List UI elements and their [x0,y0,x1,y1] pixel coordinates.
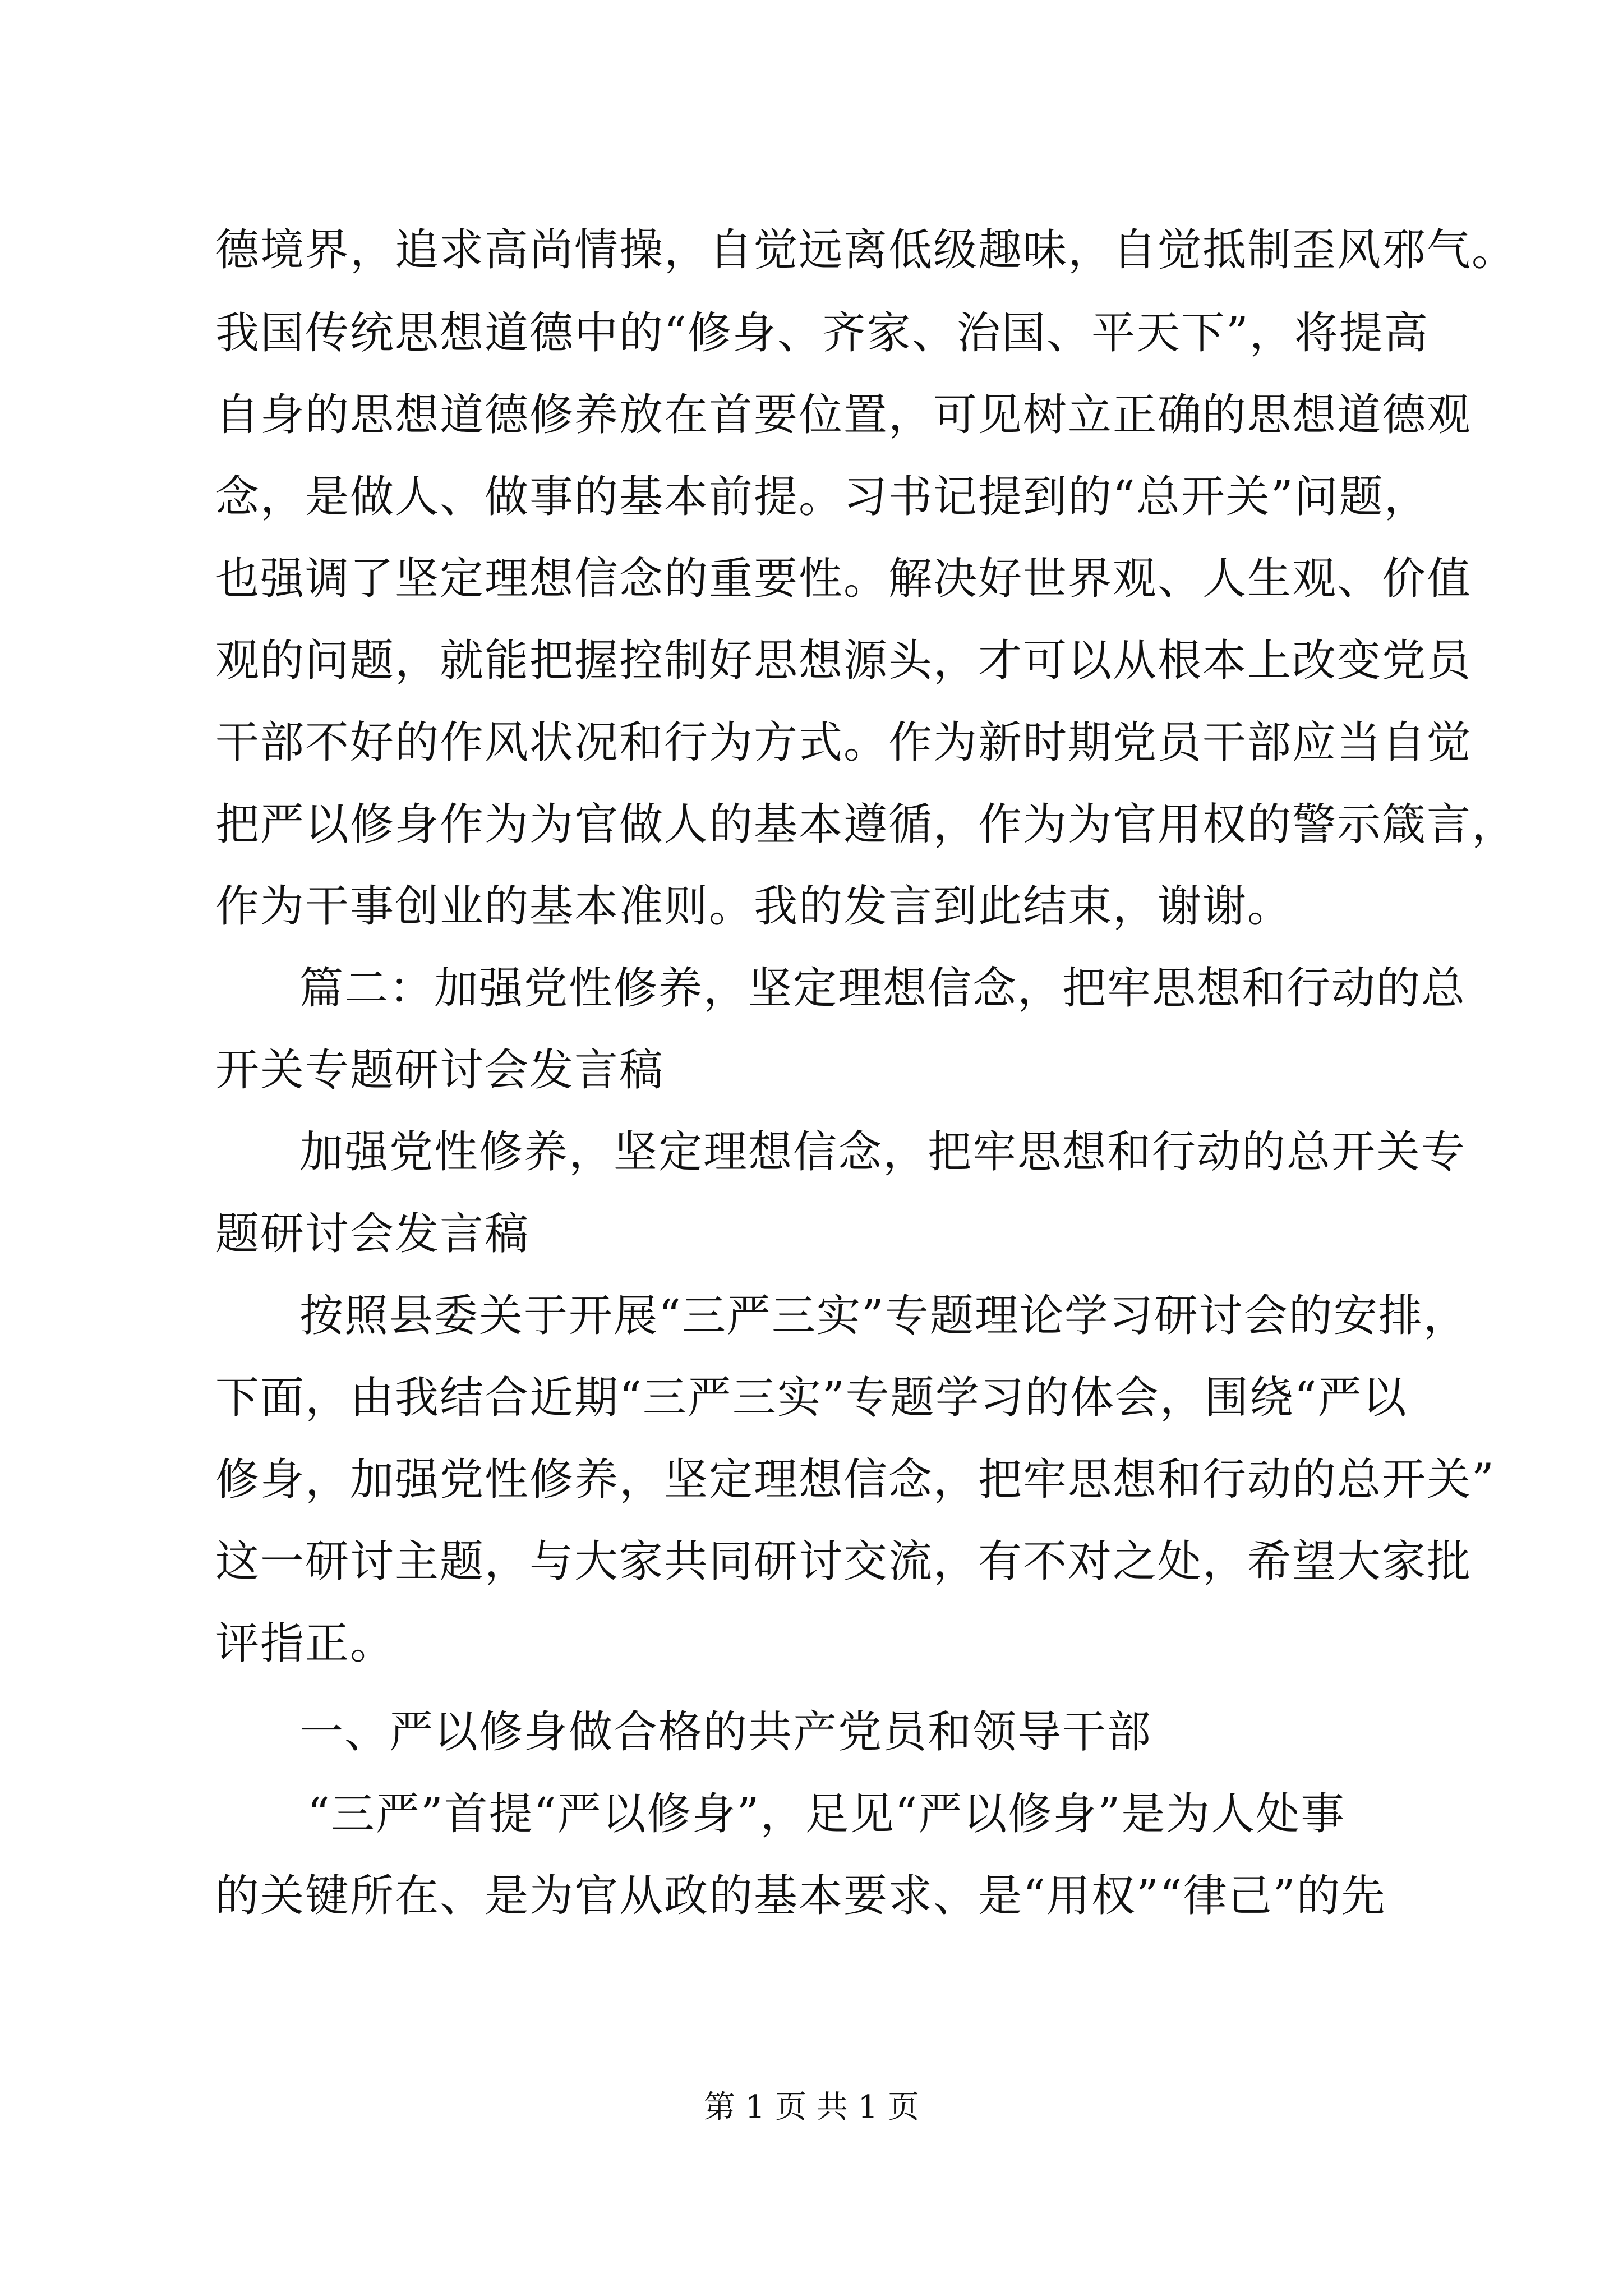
body-text-line: 作为干事创业的基本准则。我的发言到此结束，谢谢。 [215,881,1293,932]
body-text-line: 按照县委关于开展“三严三实”专题理论学习研讨会的安排， [299,1291,1468,1341]
section-heading: 开关专题研讨会发言稿 [215,1045,665,1096]
body-text-line: 这一研讨主题，与大家共同研讨交流，有不对之处，希望大家批 [215,1536,1472,1587]
body-text-line: 修身，加强党性修养，坚定理想信念，把牢思想和行动的总开关” [215,1455,1495,1505]
body-text-line: 观的问题，就能把握控制好思想源头，才可以从根本上改变党员 [215,636,1472,686]
section-heading: 篇二：加强党性修养，坚定理想信念，把牢思想和行动的总 [299,963,1467,1014]
body-text-line: 的关键所在、是为官从政的基本要求、是“用权”“律己”的先 [215,1871,1386,1921]
body-text-line: 我国传统思想道德中的“修身、齐家、治国、平天下”，将提高 [215,308,1429,358]
body-text-line: 自身的思想道德修养放在首要位置，可见树立正确的思想道德观 [215,390,1472,440]
document-title: 题研讨会发言稿 [215,1209,530,1259]
body-text-line: 干部不好的作风状况和行为方式。作为新时期党员干部应当自觉 [215,717,1472,768]
body-text-line: 德境界，追求高尚情操，自觉远离低级趣味，自觉抵制歪风邪气。 [215,225,1517,275]
body-text-line: “三严”首提“严以修身”，足见“严以修身”是为人处事 [307,1789,1346,1839]
body-text-line: 念，是做人、做事的基本前提。习书记提到的“总开关”问题， [215,472,1429,522]
page-number-footer: 第 1 页 共 1 页 [703,2089,920,2125]
document-title: 加强党性修养，坚定理想信念，把牢思想和行动的总开关专 [299,1127,1467,1177]
body-text-line: 评指正。 [215,1618,395,1669]
body-text-line: 把严以修身作为为官做人的基本遵循，作为为官用权的警示箴言， [215,799,1517,850]
body-text-line: 也强调了坚定理想信念的重要性。解决好世界观、人生观、价值 [215,554,1472,604]
subsection-heading: 一、严以修身做合格的共产党员和领导干部 [299,1707,1152,1757]
body-text-line: 下面，由我结合近期“三严三实”专题学习的体会，围绕“严以 [215,1373,1408,1423]
